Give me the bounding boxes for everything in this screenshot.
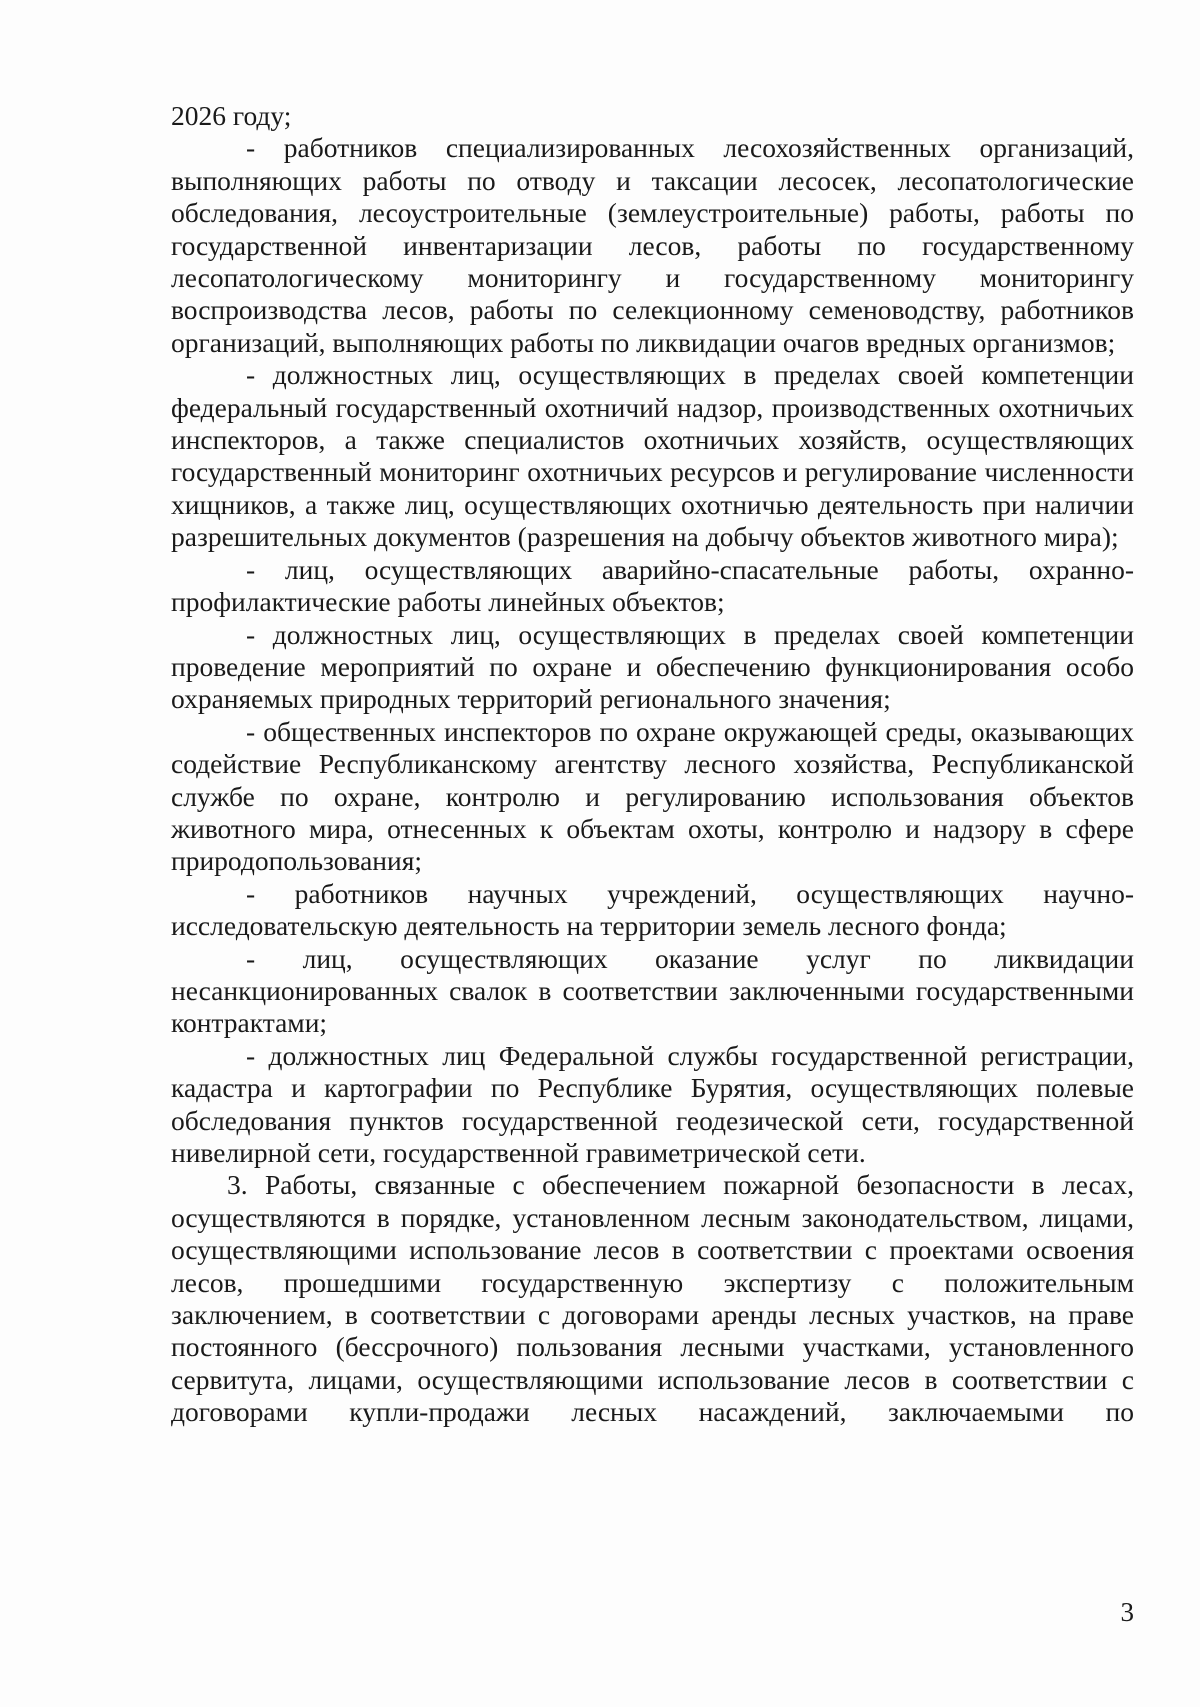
page-number: 3 bbox=[1120, 1597, 1134, 1627]
document-body bbox=[171, 100, 1134, 1429]
list-item-research-workers: - работников научных учреждений, осуществляющих научно-исследовательскую деятельность на территории земель лесного фонда; bbox=[171, 877, 1134, 942]
list-item-rescue-workers: - лиц, осуществляющих аварийно-спасательные работы, охранно-профилактические работы линейных объектов; bbox=[171, 553, 1134, 618]
numbered-clause-3: 3. Работы, связанные с обеспечением пожарной безопасности в лесах, осуществляются в порядке, установленном лесным законодательством, лицами, осуществляющими использование лесов в соответствии с проектами освоения лесов, прошедшими государственную экспертизу с положительным заключением, в соответствии с договорами аренды лесных участков, на праве постоянного (бессрочного) пользования лесными участками, установленного сервитута, лицами, осуществляющими использование лесов в соответствии с договорами купли-продажи лесных насаждений, заключаемыми по bbox=[171, 1169, 1134, 1428]
paragraph-continuation: 2026 году; bbox=[171, 100, 292, 131]
list-item-protected-areas-officials: - должностных лиц, осуществляющих в пределах своей компетенции проведение мероприятий по охране и обеспечению функционирования особо охраняемых природных территорий регионального значения; bbox=[171, 618, 1134, 715]
list-item-public-inspectors: - общественных инспекторов по охране окружающей среды, оказывающих содействие Республиканскому агентству лесного хозяйства, Республиканской службе по охране, контролю и регулированию использования объектов животного мира, отнесенных к объектам охоты, контролю и надзору в сфере природопользования; bbox=[171, 715, 1134, 877]
list-item-hunting-officials: - должностных лиц, осуществляющих в пределах своей компетенции федеральный государственный охотничий надзор, производственных охотничьих инспекторов, а также специалистов охотничьих хозяйств, осуществляющих государственный мониторинг охотничьих ресурсов и регулирование численности хищников, а также лиц, осуществляющих охотничью деятельность при наличии разрешительных документов (разрешения на добычу объектов животного мира); bbox=[171, 359, 1134, 553]
list-item-rosreestr-officials: - должностных лиц Федеральной службы государственной регистрации, кадастра и картографии по Республике Бурятия, осуществляющих полевые обследования пунктов государственной геодезической сети, государственной нивелирной сети, государственной гравиметрической сети. bbox=[171, 1039, 1134, 1168]
list-item-landfill-contractors: - лиц, осуществляющих оказание услуг по ликвидации несанкционированных свалок в соответствии заключенными государственными контрактами; bbox=[171, 942, 1134, 1039]
list-item-forestry-workers: - работников специализированных лесохозяйственных организаций, выполняющих работы по отводу и таксации лесосек, лесопатологические обследования, лесоустроительные (землеустроительные) работы, работы по государственной инвентаризации лесов, работы по государственному лесопатологическому мониторингу и государственному мониторингу воспроизводства лесов, работы по селекционному семеноводству, работников организаций, выполняющих работы по ликвидации очагов вредных организмов; bbox=[171, 132, 1134, 358]
